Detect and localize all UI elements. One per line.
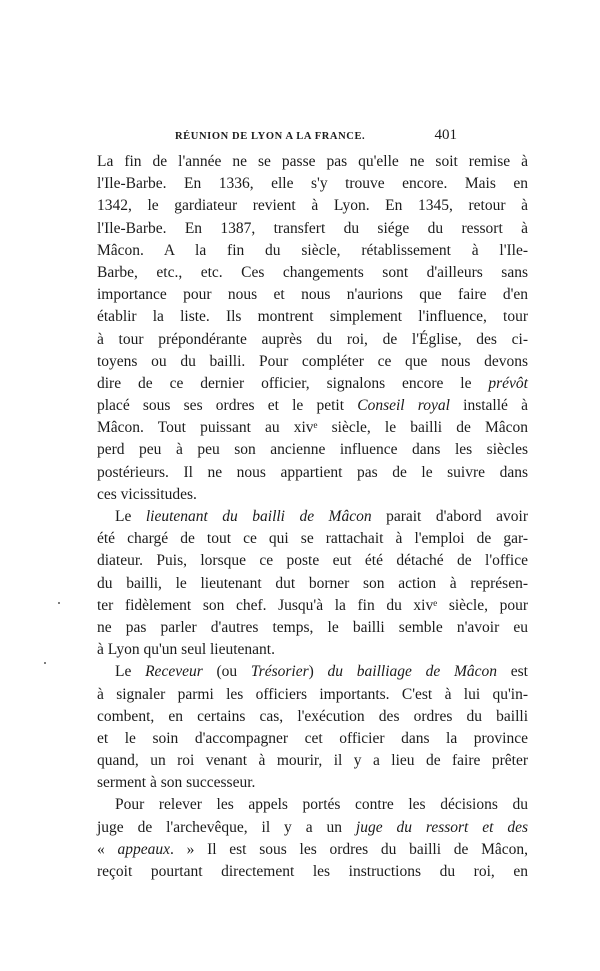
italic-text: Trésorier [250,663,309,681]
text-segment: Le [115,663,146,681]
text-segment: été chargé de tout ce qui se rattachait à l'emploi de gar- [97,530,528,548]
paper-speck [58,602,60,604]
text-segment: serment à son successeur. [97,774,256,792]
text-segment: (ou [202,663,251,681]
text-line [97,573,528,595]
text-line [97,528,528,550]
text-segment: à tour prépondérante auprès du roi, de l'Église, des ci- [97,330,528,348]
text-segment: parait d'abord avoir [371,508,528,525]
italic-text: appeaux [117,840,170,858]
text-line [97,772,528,794]
italic-text: lieutenant du bailli de Mâcon [145,508,372,525]
text-segment: perd peu à peu son ancienne influence dans les siècles [97,441,528,459]
text-segment: ces vicissitudes. [97,485,197,503]
text-segment: Barbe, etc., etc. Ces changements sont d'ailleurs sans [97,263,528,281]
text-segment: du bailli, le lieutenant dut borner son action à représen- [97,574,528,592]
text-segment: est [497,663,528,681]
text-line [97,462,528,484]
text-segment: placé sous ses ordres et le petit [97,397,358,415]
text-line [97,484,528,506]
text-line [97,417,528,439]
page-number: 401 [434,127,457,143]
text-segment: et le soin d'accompagner cet officier dans la province [97,729,528,747]
text-line [97,395,528,417]
text-segment: à signaler parmi les officiers importants. C'est à lui qu'in- [97,685,528,703]
text-line [97,218,528,240]
text-line [97,439,528,461]
text-line [97,817,528,839]
italic-text: Conseil royal [357,397,450,415]
text-line [97,195,528,217]
text-segment: ) [308,663,328,681]
text-segment: Le [115,508,146,525]
text-line [97,506,528,528]
body-text [97,151,528,883]
text-segment: postérieurs. Il ne nous appartient pas de le suivre dans [97,463,528,481]
text-segment: importance pour nous et nous n'aurions que faire d'en [97,286,528,304]
text-segment: Pour relever les appels portés contre les décisions du [115,796,528,814]
text-line [97,861,528,883]
text-segment: Mâcon. A la fin du siècle, rétablissement à l'Ile- [97,241,528,259]
text-segment: toyens ou du bailli. Pour compléter ce que nous devons [97,352,528,370]
text-segment: reçoit pourtant directement les instructions du roi, en [97,863,528,880]
text-segment: ter fidèlement son chef. Jusqu'à la fin du xivᵉ siècle, pour [97,596,528,614]
text-line [97,617,528,639]
paper-speck [44,662,46,664]
text-line [97,151,528,173]
text-line [97,639,528,661]
text-segment: dire de ce dernier officier, signalons encore le [97,374,489,392]
text-segment: diateur. Puis, lorsque ce poste eut été détaché de l'office [97,552,528,570]
text-line [97,329,528,351]
text-line [97,794,528,816]
italic-text: Receveur [145,663,203,681]
text-line [97,728,528,750]
running-title: RÉUNION DE LYON A LA FRANCE. [175,131,366,142]
italic-text: du bailliage de Mâcon [327,663,498,681]
text-line [97,684,528,706]
text-segment: La fin de l'année ne se passe pas qu'elle ne soit remise à [97,153,528,170]
text-line [97,173,528,195]
text-segment: 1342, le gardiateur revient à Lyon. En 1345, retour à [97,197,528,215]
text-segment: . » Il est sous les ordres du bailli de Mâcon, [170,840,529,858]
text-line [97,706,528,728]
text-segment: l'Ile-Barbe. En 1387, transfert du siége du ressort à [97,219,528,237]
italic-text: juge du ressort et des [355,818,529,836]
text-line [97,306,528,328]
text-line [97,373,528,395]
text-line [97,595,528,617]
text-line [97,351,528,373]
text-line [97,240,528,262]
text-segment: Mâcon. Tout puissant au xivᵉ siècle, le bailli de Mâcon [97,419,528,437]
text-segment: l'Ile-Barbe. En 1336, elle s'y trouve encore. Mais en [97,175,528,193]
text-line [97,661,528,683]
text-segment: combent, en certains cas, l'exécution des ordres du bailli [97,707,528,725]
text-segment: ne pas parler d'autres temps, le bailli semble n'avoir eu [97,618,528,636]
text-line [97,750,528,772]
text-line [97,550,528,572]
text-line [97,839,528,861]
text-line [97,262,528,284]
page-header [175,127,465,147]
text-segment: juge de l'archevêque, il y a un [97,818,356,836]
text-segment: installé à [449,397,528,415]
text-segment: établir la liste. Ils montrent simplement l'influence, tour [97,308,528,326]
text-segment: quand, un roi venant à mourir, il y a lieu de faire prêter [97,752,528,770]
text-line [97,284,528,306]
text-segment: « [97,840,118,858]
italic-text: prévôt [488,374,528,392]
text-segment: à Lyon qu'un seul lieutenant. [97,641,275,659]
